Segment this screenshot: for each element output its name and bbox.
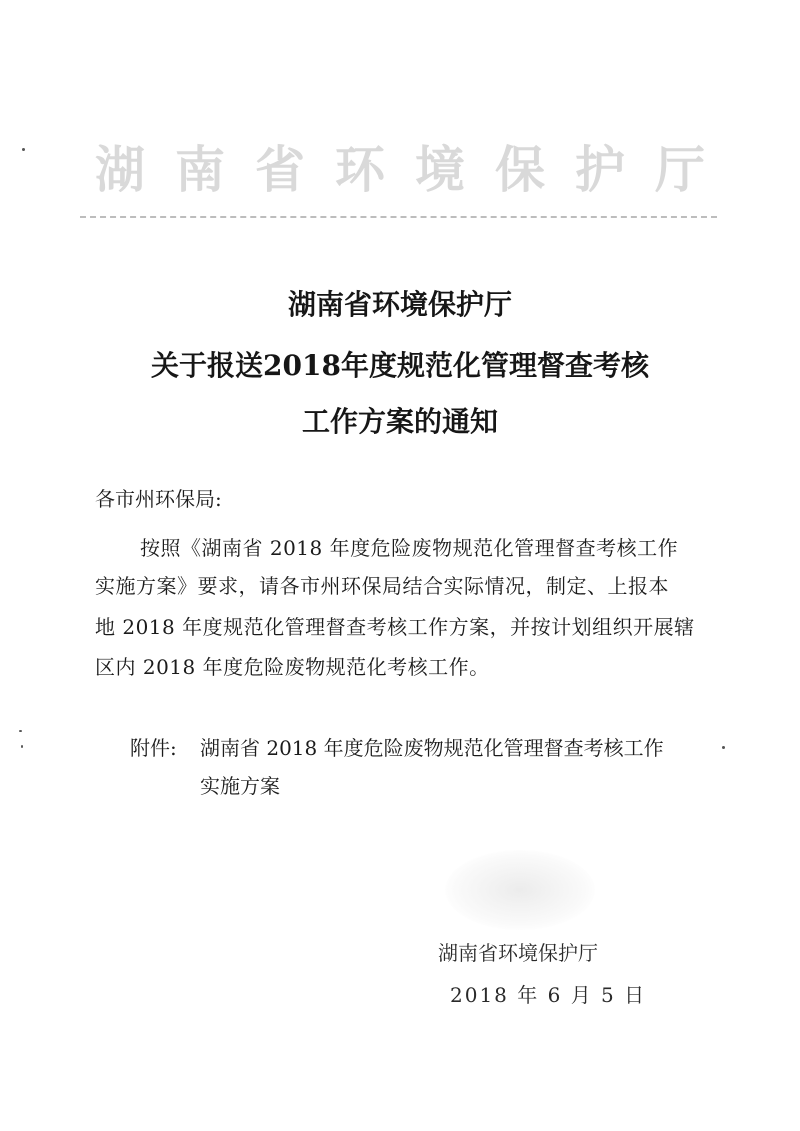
salutation: 各市州环保局:: [95, 487, 222, 511]
attachment-label: 附件:: [130, 736, 177, 760]
document-title-line-2: 关于报送2018年度规范化管理督查考核: [151, 349, 649, 382]
letterhead-rule: [80, 216, 717, 218]
letterhead-watermark: 湖南省环境保护厅: [95, 140, 735, 199]
document-title-line-1: 湖南省环境保护厅: [287, 288, 512, 321]
scan-speck: [22, 148, 25, 151]
attachment-line-2: 实施方案: [200, 774, 280, 798]
attachment-line-1: 湖南省 2018 年度危险废物规范化管理督查考核工作: [200, 736, 664, 760]
official-seal: [445, 850, 595, 930]
body-line-3: 地 2018 年度规范化管理督查考核工作方案，并按计划组织开展辖: [95, 615, 695, 639]
signature-date: 2018 年 6 月 5 日: [450, 983, 647, 1007]
body-line-2: 实施方案》要求，请各市州环保局结合实际情况，制定、上报本: [95, 574, 669, 598]
scan-speck: [722, 746, 725, 749]
scan-speck: [21, 745, 23, 748]
body-line-1: 按照《湖南省 2018 年度危险废物规范化管理督查考核工作: [140, 536, 679, 560]
document-title-line-3: 工作方案的通知: [301, 405, 498, 438]
signature-organization: 湖南省环境保护厅: [438, 941, 598, 965]
scan-speck: [19, 730, 22, 732]
body-line-4: 区内 2018 年度危险废物规范化考核工作。: [95, 655, 490, 679]
